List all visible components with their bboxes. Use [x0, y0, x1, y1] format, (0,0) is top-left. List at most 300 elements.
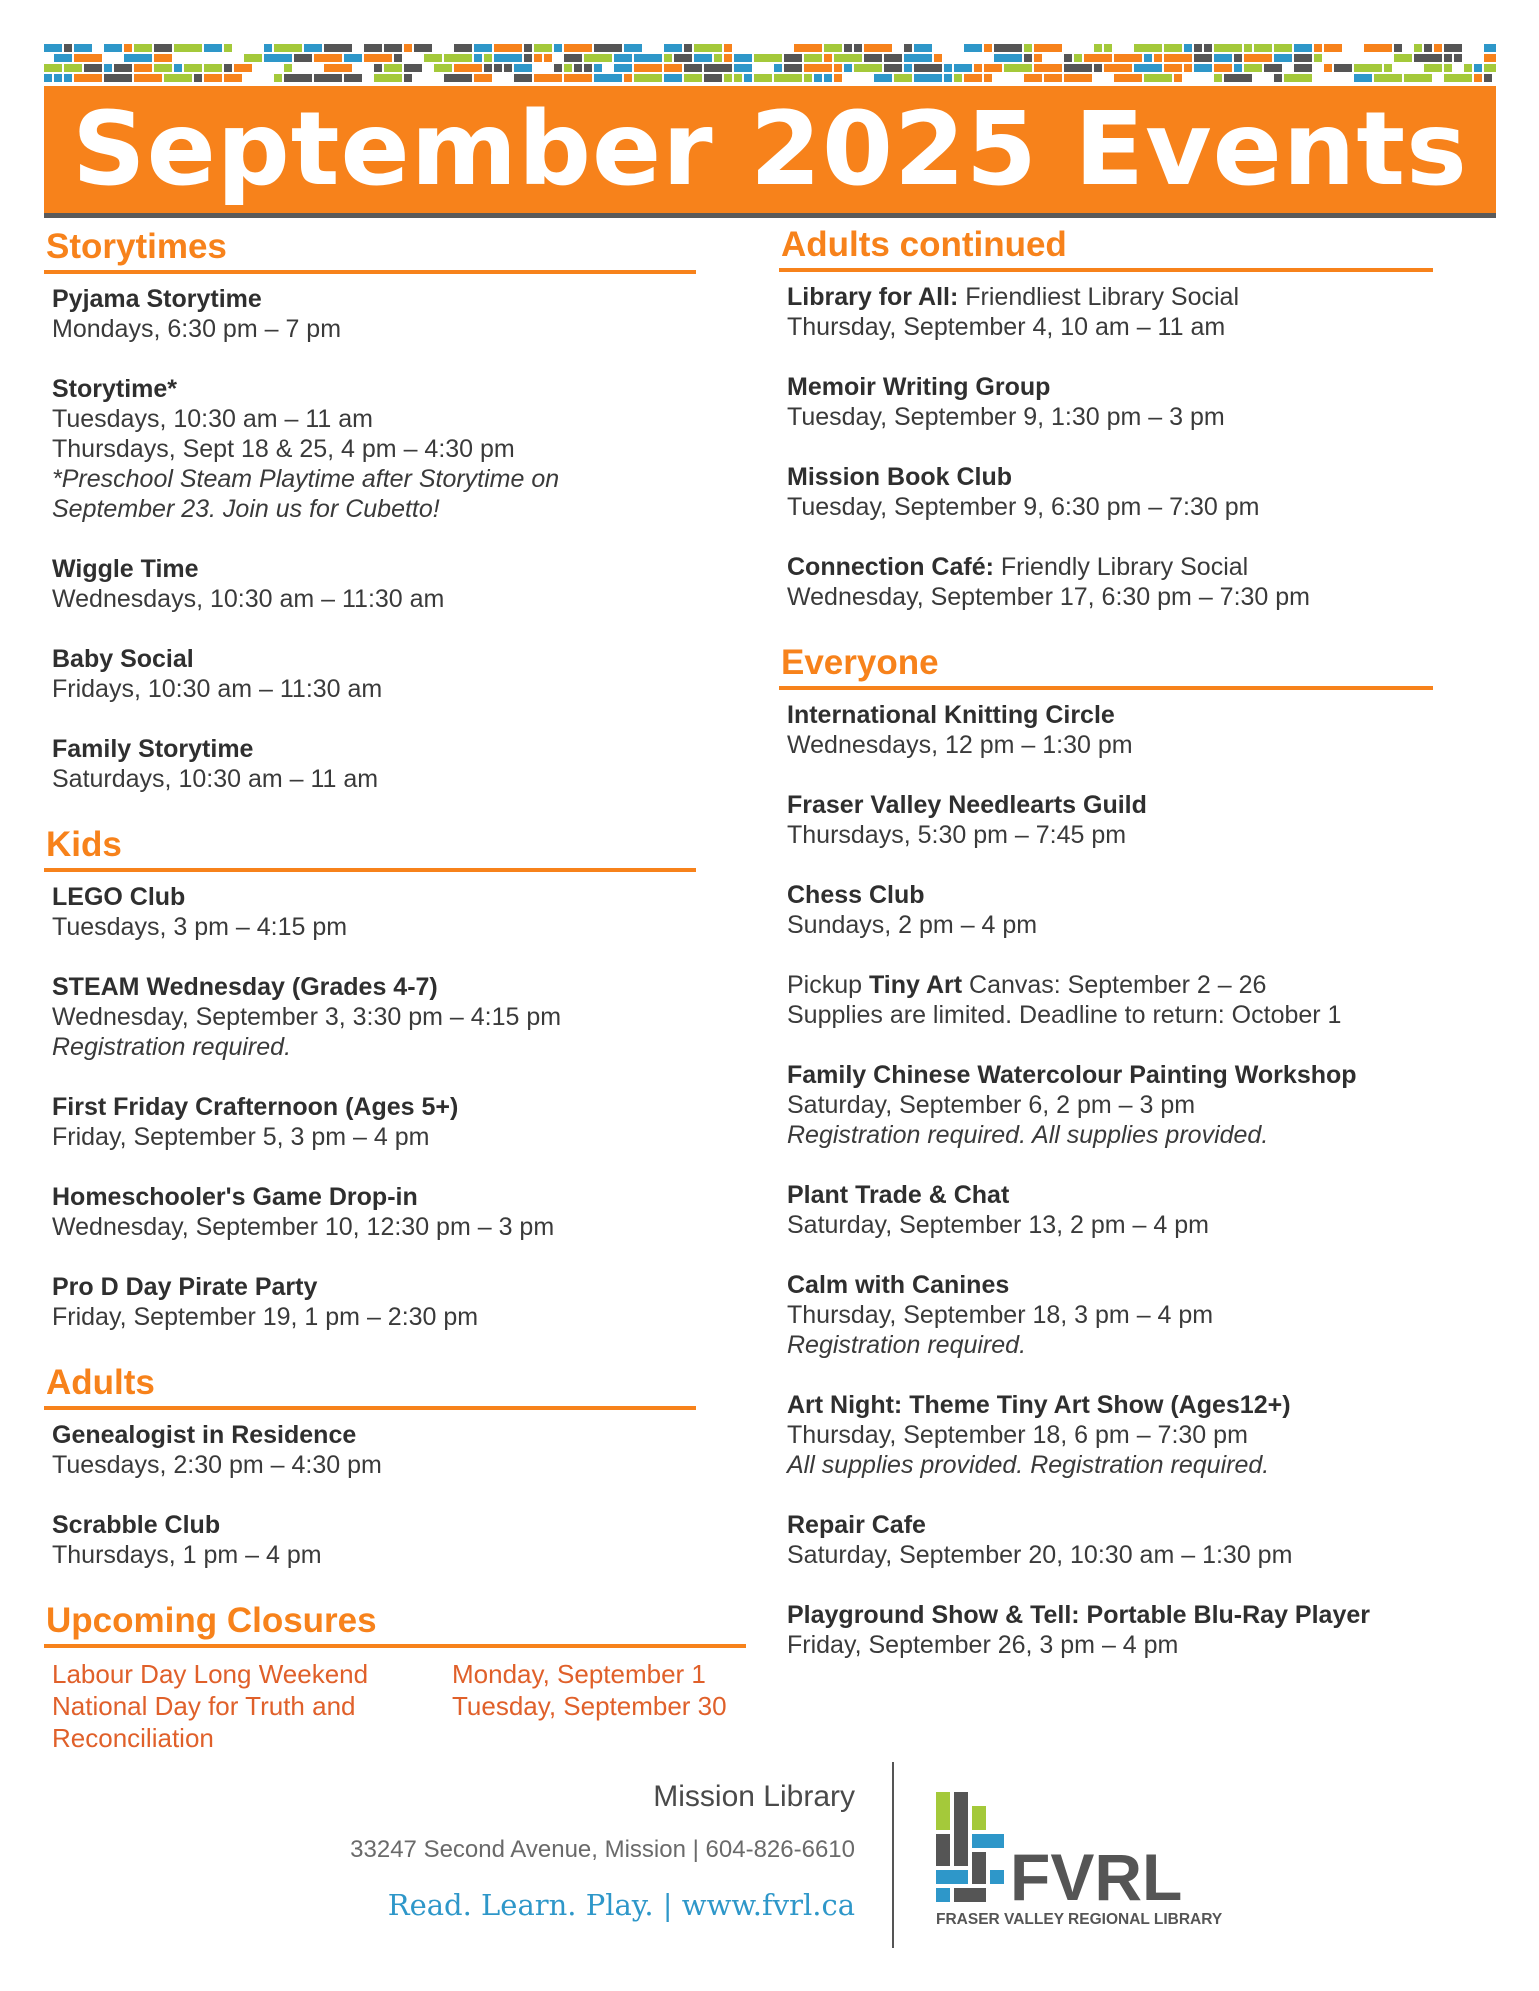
- event-schedule: Thursday, September 18, 3 pm – 4 pm: [787, 1301, 1214, 1329]
- mosaic-tile: [1434, 74, 1442, 82]
- mosaic-tile: [1314, 44, 1322, 52]
- mosaic-tile: [1044, 54, 1062, 62]
- event-schedule: Wednesday, September 17, 6:30 pm – 7:30 pm: [787, 583, 1310, 611]
- mosaic-tile: [984, 74, 992, 82]
- mosaic-tile: [994, 74, 1022, 82]
- event-title-line: [787, 552, 1447, 582]
- event-schedule: Wednesday, September 10, 12:30 pm – 3 pm: [52, 1213, 555, 1241]
- mosaic-tile: [544, 54, 552, 62]
- event-title-line: [787, 462, 1447, 492]
- mosaic-tile: [1444, 64, 1452, 72]
- event-title: Repair Cafe: [787, 1511, 926, 1539]
- event-title: Plant Trade & Chat: [787, 1181, 1010, 1209]
- mosaic-tile: [984, 64, 1002, 72]
- mosaic-tile: [824, 54, 832, 62]
- mosaic-tile: [554, 54, 562, 62]
- mosaic-tile: [1484, 54, 1496, 62]
- mosaic-tile: [1224, 74, 1252, 82]
- mosaic-tile: [44, 44, 62, 52]
- event-title-line: [52, 284, 702, 314]
- mosaic-tile: [914, 44, 932, 52]
- mosaic-tile: [1394, 44, 1402, 52]
- mosaic-tile: [494, 44, 522, 52]
- event-title-line: [52, 1092, 702, 1122]
- event-title-line: [52, 1510, 702, 1540]
- event-schedule: Friday, September 26, 3 pm – 4 pm: [787, 1631, 1179, 1659]
- mosaic-tile: [374, 74, 402, 82]
- mosaic-tile: [1064, 74, 1092, 82]
- mosaic-tile: [284, 74, 312, 82]
- mosaic-tile: [44, 74, 52, 82]
- event-title-line: [787, 282, 1447, 312]
- event-title: Tiny Art: [868, 971, 963, 999]
- mosaic-tile: [1434, 44, 1442, 52]
- event-title: Pyjama Storytime: [52, 285, 262, 313]
- mosaic-tile: [944, 44, 962, 52]
- event-title-suffix: Friendly Library Social: [993, 553, 1249, 581]
- mosaic-tile: [1394, 64, 1422, 72]
- mosaic-tile: [834, 54, 862, 62]
- mosaic-tile: [44, 54, 52, 62]
- mosaic-tile: [1374, 74, 1402, 82]
- mosaic-tile: [324, 64, 352, 72]
- event-item: [787, 790, 1447, 850]
- mosaic-tile: [124, 54, 152, 62]
- mosaic-tile: [634, 74, 662, 82]
- mosaic-tile: [1144, 54, 1152, 62]
- mosaic-tile: [154, 54, 172, 62]
- event-title-line: [787, 700, 1447, 730]
- event-schedule: Supplies are limited. Deadline to return: October 1: [787, 1001, 1342, 1029]
- mosaic-tile: [154, 64, 172, 72]
- tagline[interactable]: Read. Learn. Play. | www.fvrl.ca: [387, 1888, 855, 1922]
- mosaic-tile: [1024, 74, 1042, 82]
- mosaic-tile: [1384, 64, 1392, 72]
- event-title-line: [787, 1390, 1447, 1420]
- event-title: STEAM Wednesday (Grades 4-7): [52, 973, 438, 1001]
- section-heading: Adults: [44, 1362, 696, 1410]
- mosaic-tile: [1104, 44, 1112, 52]
- mosaic-tile: [474, 54, 482, 62]
- mosaic-tile: [424, 54, 442, 62]
- mosaic-tile: [1374, 54, 1392, 62]
- mosaic-tile: [364, 44, 382, 52]
- mosaic-tile: [274, 44, 302, 52]
- event-title-line: [52, 1420, 702, 1450]
- event-note: Registration required.: [52, 1033, 292, 1061]
- mosaic-tile: [844, 44, 852, 52]
- mosaic-tile: [724, 74, 732, 82]
- event-title: Library for All:: [787, 283, 959, 311]
- mosaic-tile: [114, 64, 132, 72]
- mosaic-tile: [1474, 64, 1482, 72]
- event-note: All supplies provided. Registration required.: [787, 1451, 1270, 1479]
- closure-name: National Day for Truth and Reconciliation: [52, 1691, 356, 1753]
- mosaic-tile: [534, 64, 552, 72]
- mosaic-tile: [454, 44, 472, 52]
- event-item: [787, 970, 1447, 1030]
- event-note: Registration required. All supplies provided.: [787, 1121, 1269, 1149]
- mosaic-tile: [1034, 54, 1042, 62]
- event-title-suffix: Canvas: September 2 – 26: [962, 971, 1267, 999]
- logo-block: [954, 1888, 986, 1902]
- mosaic-tile: [584, 54, 612, 62]
- mosaic-tile: [1244, 64, 1262, 72]
- event-item: [787, 1390, 1447, 1480]
- mosaic-tile: [754, 54, 782, 62]
- mosaic-tile: [1064, 54, 1072, 62]
- mosaic-tile: [884, 54, 902, 62]
- event-title: Fraser Valley Needlearts Guild: [787, 791, 1147, 819]
- mosaic-tile: [684, 44, 692, 52]
- mosaic-tile: [674, 54, 692, 62]
- event-item: [52, 1272, 702, 1332]
- mosaic-tile: [374, 64, 382, 72]
- event-title-line: [787, 1510, 1447, 1540]
- mosaic-tile: [554, 44, 562, 52]
- mosaic-tile: [104, 54, 122, 62]
- mosaic-tile: [1284, 74, 1312, 82]
- mosaic-tile: [864, 44, 892, 52]
- library-contact: [300, 1780, 855, 1922]
- mosaic-tile: [1094, 64, 1102, 72]
- logo-block: [990, 1870, 1004, 1884]
- mosaic-tile: [1254, 74, 1272, 82]
- mosaic-tile: [74, 74, 102, 82]
- mosaic-tile: [854, 44, 862, 52]
- event-item: [52, 1420, 702, 1480]
- mosaic-tile: [994, 44, 1022, 52]
- mosaic-tile: [494, 64, 502, 72]
- event-item: [52, 284, 702, 344]
- event-title: Scrabble Club: [52, 1511, 221, 1539]
- mosaic-tile: [1264, 64, 1282, 72]
- mosaic-tile: [724, 44, 732, 52]
- section-heading: Adults continued: [779, 224, 1433, 272]
- mosaic-tile: [294, 64, 322, 72]
- event-item: [52, 1510, 702, 1570]
- event-schedule: Mondays, 6:30 pm – 7 pm: [52, 315, 342, 343]
- mosaic-tile: [264, 54, 292, 62]
- mosaic-tile: [44, 64, 62, 72]
- mosaic-tile: [484, 64, 492, 72]
- mosaic-tile: [224, 54, 242, 62]
- mosaic-tile: [684, 64, 702, 72]
- mosaic-tile: [414, 44, 432, 52]
- mosaic-tile: [1444, 74, 1472, 82]
- event-schedule: Tuesday, September 9, 1:30 pm – 3 pm: [787, 403, 1225, 431]
- mosaic-tile: [434, 44, 442, 52]
- mosaic-tile: [784, 64, 802, 72]
- mosaic-tile: [664, 74, 682, 82]
- library-address: 33247 Second Avenue, Mission | 604-826-6610: [350, 1836, 855, 1863]
- mosaic-tile: [1024, 44, 1032, 52]
- mosaic-tile: [314, 74, 342, 82]
- mosaic-tile: [974, 54, 992, 62]
- mosaic-tile: [274, 74, 282, 82]
- event-item: [787, 462, 1447, 522]
- mosaic-tile: [1464, 64, 1472, 72]
- mosaic-tile: [564, 74, 592, 82]
- mosaic-tile: [1484, 74, 1492, 82]
- mosaic-tile: [1164, 64, 1182, 72]
- left-column: [46, 226, 727, 1766]
- mosaic-tile: [844, 74, 872, 82]
- mosaic-tile: [1234, 64, 1242, 72]
- mosaic-tile: [1484, 44, 1496, 52]
- mosaic-tile: [734, 44, 762, 52]
- mosaic-tile: [864, 54, 882, 62]
- mosaic-tile: [1344, 44, 1362, 52]
- mosaic-tile: [94, 44, 102, 52]
- mosaic-tile: [474, 44, 492, 52]
- mosaic-tile: [1174, 74, 1182, 82]
- section-heading: Kids: [44, 824, 696, 872]
- mosaic-tile: [984, 44, 992, 52]
- mosaic-tile: [1204, 44, 1212, 52]
- mosaic-tile: [964, 74, 982, 82]
- mosaic-tile: [704, 74, 722, 82]
- event-item: [52, 734, 702, 794]
- event-item: [787, 1270, 1447, 1360]
- event-item: [52, 644, 702, 704]
- mosaic-tile: [1464, 44, 1482, 52]
- mosaic-tile: [1484, 64, 1496, 72]
- mosaic-tile: [494, 74, 512, 82]
- event-schedule: Saturday, September 13, 2 pm – 4 pm: [787, 1211, 1209, 1239]
- mosaic-tile: [1034, 44, 1062, 52]
- event-title: Art Night: Theme Tiny Art Show (Ages12+): [787, 1391, 1291, 1419]
- mosaic-tile: [1114, 54, 1142, 62]
- closure-date: Monday, September 1: [452, 1659, 706, 1689]
- mosaic-tile: [994, 54, 1022, 62]
- mosaic-tile: [694, 54, 712, 62]
- mosaic-tile: [1444, 44, 1462, 52]
- mosaic-tile: [1474, 74, 1482, 82]
- event-title-line: [787, 372, 1447, 402]
- mosaic-tile: [1114, 44, 1132, 52]
- event-item: [787, 372, 1447, 432]
- section-heading: Everyone: [779, 642, 1433, 690]
- mosaic-tile: [1184, 64, 1192, 72]
- event-schedule: Saturday, September 6, 2 pm – 3 pm: [787, 1091, 1196, 1119]
- mosaic-tile: [1154, 54, 1162, 62]
- mosaic-tile: [174, 54, 202, 62]
- mosaic-tile: [534, 44, 552, 52]
- mosaic-tile: [734, 64, 752, 72]
- mosaic-tile: [744, 74, 752, 82]
- mosaic-tile: [554, 64, 562, 72]
- mosaic-tile: [1354, 74, 1372, 82]
- mosaic-tile: [1114, 74, 1142, 82]
- mosaic-tile: [404, 64, 422, 72]
- event-title: Calm with Canines: [787, 1271, 1010, 1299]
- logo-block: [936, 1888, 950, 1902]
- event-schedule: Sundays, 2 pm – 4 pm: [787, 911, 1038, 939]
- event-item: [787, 1060, 1447, 1150]
- fvrl-logo: [932, 1790, 1262, 1930]
- mosaic-tile: [564, 44, 592, 52]
- logo-block: [936, 1870, 968, 1884]
- mosaic-tile: [1194, 54, 1212, 62]
- mosaic-tile: [974, 64, 982, 72]
- mosaic-tile: [1064, 44, 1082, 52]
- mosaic-tile: [254, 64, 282, 72]
- event-schedule: Thursdays, 1 pm – 4 pm: [52, 1541, 322, 1569]
- mosaic-tile: [614, 54, 632, 62]
- mosaic-tile: [224, 44, 232, 52]
- mosaic-tile: [934, 54, 942, 62]
- mosaic-tile: [1044, 74, 1062, 82]
- event-schedule: Thursday, September 4, 10 am – 11 am: [787, 313, 1226, 341]
- event-item: [787, 552, 1447, 612]
- mosaic-tile: [1334, 64, 1352, 72]
- event-title-line: [52, 1182, 702, 1212]
- mosaic-tile: [1144, 74, 1172, 82]
- logo-block: [936, 1834, 950, 1866]
- event-title-line: [52, 554, 702, 584]
- mosaic-tile: [164, 74, 192, 82]
- mosaic-tile: [1404, 44, 1412, 52]
- event-title: Family Storytime: [52, 735, 254, 763]
- mosaic-tile: [74, 44, 92, 52]
- event-item: [787, 1180, 1447, 1240]
- mosaic-tile: [1404, 74, 1432, 82]
- mosaic-tile: [1164, 54, 1192, 62]
- event-schedule: Thursdays, 5:30 pm – 7:45 pm: [787, 821, 1127, 849]
- mosaic-tile: [384, 64, 402, 72]
- mosaic-tile: [1324, 54, 1342, 62]
- mosaic-tile: [414, 74, 442, 82]
- event-schedule: Friday, September 19, 1 pm – 2:30 pm: [52, 1303, 479, 1331]
- mosaic-tile: [104, 74, 132, 82]
- mosaic-tile: [564, 64, 572, 72]
- mosaic-tile: [904, 54, 932, 62]
- mosaic-tile: [1444, 54, 1452, 62]
- mosaic-tile: [1244, 44, 1252, 52]
- event-title-prefix: Pickup: [787, 971, 869, 999]
- mosaic-tile: [1324, 64, 1332, 72]
- mosaic-tile: [474, 74, 492, 82]
- mosaic-tile: [944, 54, 972, 62]
- mosaic-tile: [774, 74, 802, 82]
- mosaic-tile: [1234, 54, 1242, 62]
- event-schedule: Saturday, September 20, 10:30 am – 1:30 pm: [787, 1541, 1293, 1569]
- title-banner: [44, 86, 1496, 218]
- event-title-line: [52, 734, 702, 764]
- mosaic-tile: [594, 64, 602, 72]
- logo-block: [954, 1792, 968, 1866]
- mosaic-tile: [504, 64, 512, 72]
- mosaic-tile: [234, 64, 252, 72]
- event-item: [787, 282, 1447, 342]
- mosaic-tile: [1214, 64, 1232, 72]
- mosaic-tile: [804, 54, 822, 62]
- mosaic-tile: [1074, 54, 1082, 62]
- event-schedule: Tuesday, September 9, 6:30 pm – 7:30 pm: [787, 493, 1260, 521]
- event-schedule: Saturdays, 10:30 am – 11 am: [52, 765, 379, 793]
- mosaic-tile: [1424, 64, 1442, 72]
- closures-section: [46, 1600, 727, 1754]
- event-title: Playground Show & Tell: Portable Blu-Ray Player: [787, 1601, 1370, 1629]
- mosaic-tile: [1494, 74, 1496, 82]
- mosaic-tile: [854, 64, 882, 72]
- mosaic-tile: [384, 44, 402, 52]
- mosaic-tile: [264, 44, 272, 52]
- event-title: Homeschooler's Game Drop-in: [52, 1183, 418, 1211]
- event-title: Wiggle Time: [52, 555, 199, 583]
- mosaic-tile: [524, 54, 532, 62]
- mosaic-tile: [1094, 44, 1102, 52]
- event-title: Mission Book Club: [787, 463, 1012, 491]
- mosaic-tile: [604, 64, 612, 72]
- event-note: *Preschool Steam Playtime after Storytime on: [52, 465, 560, 493]
- event-schedule: Thursdays, Sept 18 & 25, 4 pm – 4:30 pm: [52, 435, 515, 463]
- mosaic-tile: [1104, 64, 1132, 72]
- mosaic-tile: [834, 64, 842, 72]
- event-item: [787, 1510, 1447, 1570]
- mosaic-tile: [1194, 44, 1202, 52]
- mosaic-tile: [704, 64, 732, 72]
- mosaic-tile: [444, 54, 472, 62]
- event-schedule: Tuesdays, 10:30 am – 11 am: [52, 405, 374, 433]
- mosaic-tile: [204, 74, 222, 82]
- event-schedule: Tuesdays, 3 pm – 4:15 pm: [52, 913, 348, 941]
- mosaic-tile: [434, 64, 452, 72]
- event-title-line: [52, 882, 702, 912]
- mosaic-tile: [1084, 54, 1112, 62]
- mosaic-tile: [784, 54, 802, 62]
- mosaic-tile: [534, 54, 542, 62]
- mosaic-tile: [84, 64, 102, 72]
- mosaic-tile: [624, 74, 632, 82]
- event-title-line: [52, 1272, 702, 1302]
- mosaic-tile: [834, 74, 842, 82]
- event-title: Chess Club: [787, 881, 925, 909]
- mosaic-tile: [904, 44, 912, 52]
- event-section: [46, 1362, 702, 1570]
- mosaic-tile: [724, 54, 732, 62]
- mosaic-tile: [684, 74, 702, 82]
- mosaic-tile: [1024, 54, 1032, 62]
- mosaic-tile: [244, 54, 262, 62]
- mosaic-tile: [1314, 74, 1322, 82]
- mosaic-tile: [624, 44, 642, 52]
- mosaic-tile: [824, 74, 832, 82]
- mosaic-tile: [1034, 64, 1062, 72]
- mosaic-tile: [614, 64, 632, 72]
- mosaic-tile: [804, 74, 812, 82]
- mosaic-tile: [804, 64, 832, 72]
- mosaic-tile: [1184, 44, 1192, 52]
- event-item: [52, 554, 702, 614]
- mosaic-tile: [104, 44, 122, 52]
- mosaic-tile: [174, 44, 202, 52]
- mosaic-tile: [54, 74, 62, 82]
- mosaic-tile: [404, 44, 412, 52]
- mosaic-tile: [564, 54, 582, 62]
- event-schedule: Wednesdays, 12 pm – 1:30 pm: [787, 731, 1133, 759]
- mosaic-tile: [1294, 54, 1312, 62]
- mosaic-tile: [104, 64, 112, 72]
- mosaic-tile: [1244, 54, 1272, 62]
- event-item: [787, 700, 1447, 760]
- mosaic-tile: [944, 64, 952, 72]
- mosaic-tile: [794, 44, 822, 52]
- mosaic-tile: [424, 64, 432, 72]
- mosaic-tile: [914, 64, 942, 72]
- mosaic-tile: [294, 54, 312, 62]
